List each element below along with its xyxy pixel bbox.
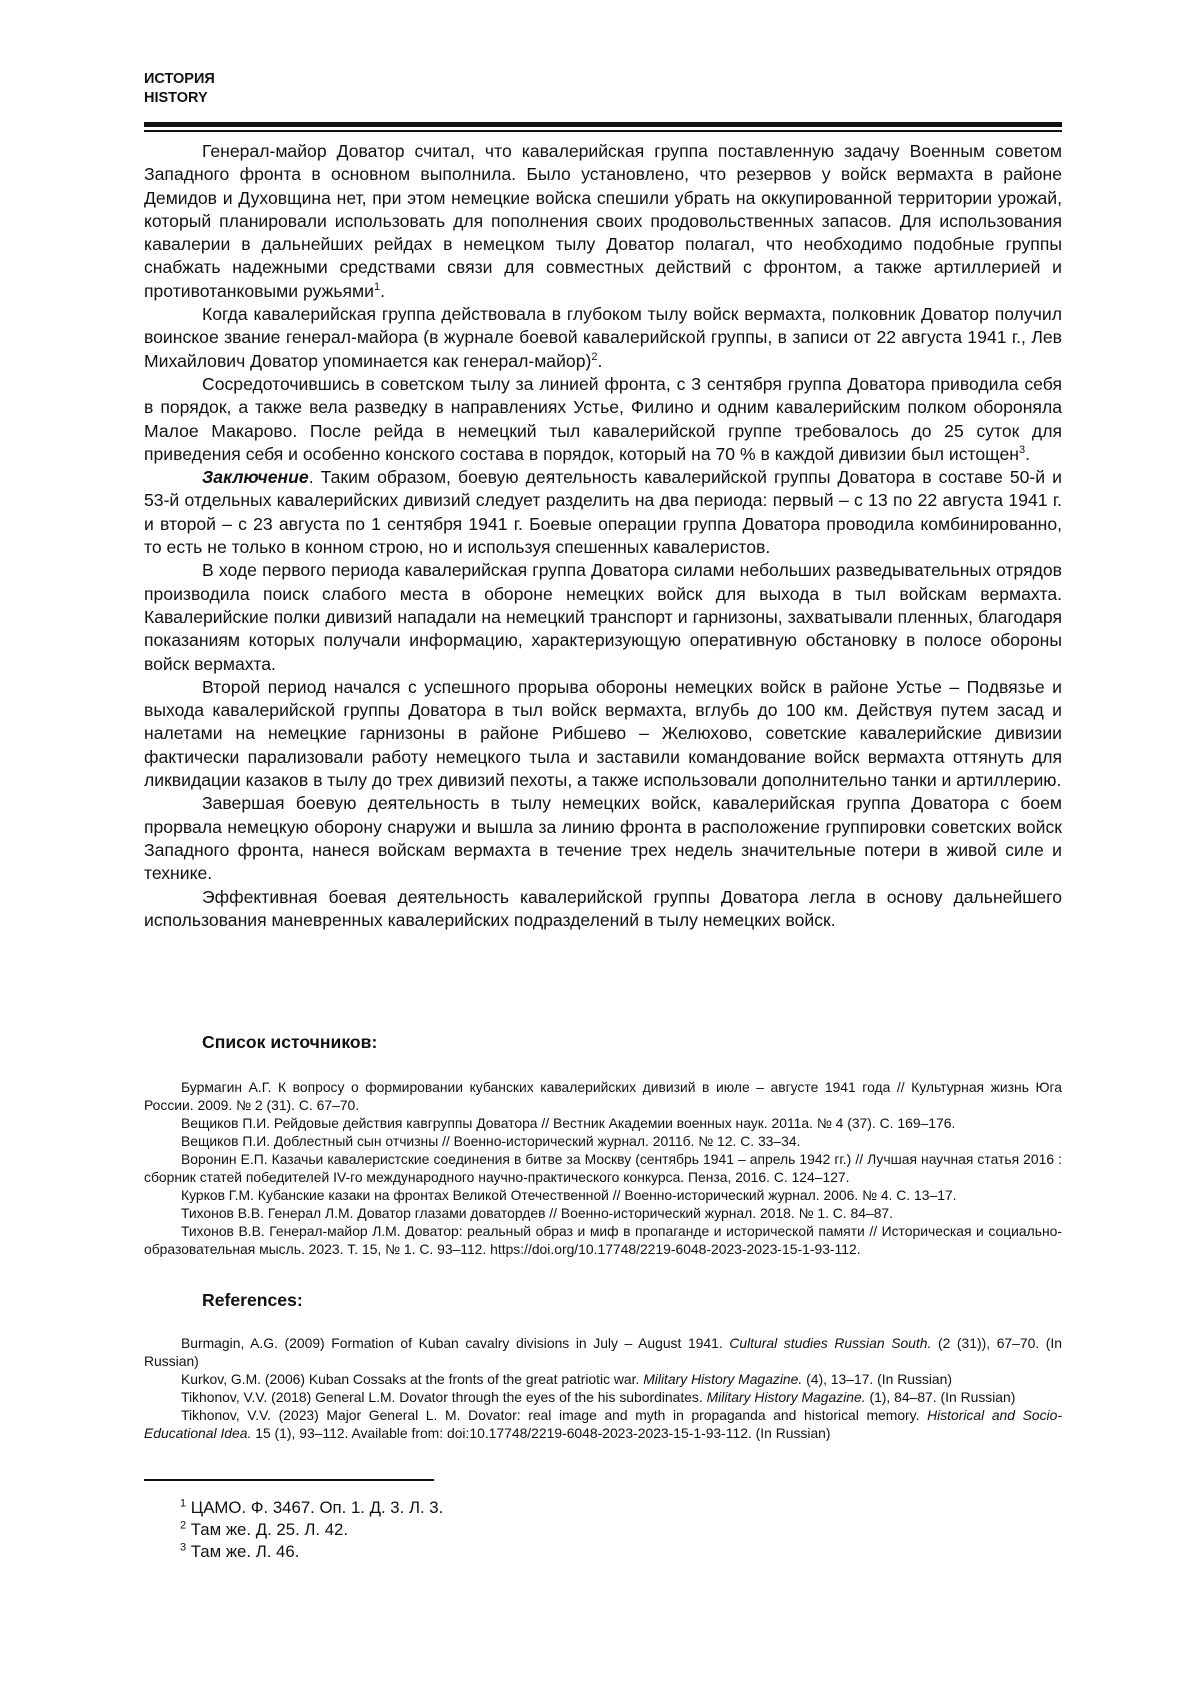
conclusion-paragraph: Заключение. Таким образом, боевую деятельность кавалерийской группы Доватора в составе 50-й и 53-й отдельных кавалерийских дивизий следует разделить на два периода: первый – с 13 по 22 августа 1941 г. и второй – с 23 августа по 1 сентября 1941 г. Боевые операции группа Доватора проводила комбинированно, то есть не только в конном строю, но и используя спешенных кавалеристов. [144,467,1062,558]
source-item: Вещиков П.И. Доблестный сын отчизны // Военно-исторический журнал. 2011б. № 12. С. 33–34. [181,1133,801,1149]
source-item: Воронин Е.П. Казачьи кавалеристские соединения в битве за Москву (сентябрь 1941 – апрель 1942 гг.) // Лучшая научная статья 2016 : сборник статей победителей IV-го международного научно-практического конкурса. Пенза, 2016. С. 124–127. [144,1151,1062,1185]
footnote: $^1$ ЦАМО. Ф. 3467. Оп. 1. Д. 3. Л. 3. [180,1497,444,1517]
source-item: Тихонов В.В. Генерал-майор Л.М. Доватор: реальный образ и миф в пропаганде и исторической памяти // Историческая и социально-образовательная мысль. 2023. Т. 15, № 1. С. 93–112. https://doi.org/10.17748/2219-6048-2023-2023-15-1-93-112. [144,1223,1062,1257]
body-paragraph: Завершая боевую деятельность в тылу немецких войск, кавалерийская группа Доватора с боем прорвала немецкую оборону снаружи и вышла за линию фронта в расположение группировки советских войск Западного фронта, нанеся войскам вермахта в течение трех недель значительные потери в живой силе и технике. [144,793,1062,884]
footnote-ref: 2 [591,350,598,363]
body-paragraph: Сосредоточившись в советском тылу за линией фронта, с 3 сентября группа Доватора приводила себя в порядок, а также вела разведку в направлениях Устье, Филино и одним кавалерийским полком обороняла Малое Макарово. После рейда в немецкий тыл кавалерийской группе требовалось до 25 суток для приведения себя и особенно конского состава в порядок, который на 70 % в каждой дивизии был истощен$^3$. [144,373,1062,464]
reference-item: Burmagin, A.G. (2009) Formation of Kuban cavalry divisions in July – August 1941. Cultural studies Russian South. (2 (31)), 67–70. (In Russian) [144,1335,1062,1369]
body-paragraph: Когда кавалерийская группа действовала в глубоком тылу войск вермахта, полковник Доватор получил воинское звание генерал-майора (в журнале боевой кавалерийской группы, в записи от 22 августа 1941 г., Лев Михайлович Доватор упоминается как генерал-майор)$^2$. [144,304,1062,371]
running-header [144,70,215,108]
header-rule-thick [144,122,1062,127]
article-body [144,140,1062,932]
sources-list [144,1078,1062,1258]
body-paragraph: Генерал-майор Доватор считал, что кавалерийская группа поставленную задачу Военным советом Западного фронта в основном выполнила. Было установлено, что резервов у войск вермахта в районе Демидов и Духовщина нет, при этом немецкие войска спешили убрать на оккупированной территории урожай, который планировали использовать для пополнения своих продовольственных запасов. Для использования кавалерии в дальнейших рейдах в немецком тылу Доватор полагал, что необходимо подобные группы снабжать надежными средствами связи для совместных действий с фронтом, а также артиллерией и противотанковыми ружьями$^1$. [144,141,1062,301]
references-title: References: [202,1290,303,1310]
source-item: Курков Г.М. Кубанские казаки на фронтах Великой Отечественной // Военно-исторический журнал. 2006. № 4. С. 13–17. [181,1187,957,1203]
footnote: $^3$ Там же. Л. 46. [180,1541,300,1561]
body-paragraph: В ходе первого периода кавалерийская группа Доватора силами небольших разведывательных отрядов производила поиск слабого места в обороне немецких войск для выхода в тыл войскам вермахта. Кавалерийские полки дивизий нападали на немецкий транспорт и гарнизоны, захватывали пленных, благодаря показаниям которых получали информацию, характеризующую оперативную обстановку в полосе обороны войск вермахта. [144,560,1062,674]
reference-item: Kurkov, G.M. (2006) Kuban Cossaks at the fronts of the great patriotic war. Military History Magazine. (4), 13–17. (In Russian) [181,1371,953,1387]
header-rule-thin [144,130,1062,132]
reference-item: Tikhonov, V.V. (2018) General L.M. Dovator through the eyes of the his subordinates. Military History Magazine. (1), 84–87. (In Russian) [181,1389,1016,1405]
source-item: Тихонов В.В. Генерал Л.М. Доватор глазами доватордев // Военно-исторический журнал. 2018. № 1. С. 84–87. [181,1205,894,1221]
header-section-en: HISTORY [144,90,208,106]
references-list [144,1334,1062,1442]
source-item: Вещиков П.И. Рейдовые действия кавгруппы Доватора // Вестник Академии военных наук. 2011а. № 4 (37). С. 169–176. [181,1115,956,1131]
sources-title: Список источников: [202,1032,378,1052]
footnote-separator [144,1479,434,1481]
footnote: $^2$ Там же. Д. 25. Л. 42. [180,1519,349,1539]
body-paragraph: Эффективная боевая деятельность кавалерийской группы Доватора легла в основу дальнейшего использования маневренных кавалерийских подразделений в тылу немецких войск. [144,886,1062,930]
body-paragraph: Второй период начался с успешного прорыва обороны немецких войск в районе Устье – Подвязье и выхода кавалерийской группы Доватора в тыл войск вермахта, вглубь до 100 км. Действуя путем засад и налетами на немецкие гарнизоны в районе Рибшево – Желюхово, советские кавалерийские дивизии фактически парализовали работу немецкого тыла и заставили командование войск вермахта оттянуть для ликвидации казаков в тылу до трех дивизий пехоты, а также использовали дополнительно танки и артиллерию. [144,676,1062,791]
reference-item: Tikhonov, V.V. (2023) Major General L. M. Dovator: real image and myth in propaganda and historical memory. Historical and Socio-Educational Idea. 15 (1), 93–112. Available from: doi:10.17748/2219-6048-2023-2023-15-1-93-112. (In Russian) [144,1407,1062,1441]
header-section-ru: ИСТОРИЯ [144,71,215,87]
footnotes [180,1497,443,1563]
footnote-ref: 1 [373,280,381,293]
source-item: Бурмагин А.Г. К вопросу о формировании кубанских кавалерийских дивизий в июле – августе 1941 года // Культурная жизнь Юга России. 2009. № 2 (31). С. 67–70. [144,1079,1062,1113]
conclusion-label: Заключение [202,467,309,488]
footnote-ref: 3 [1018,444,1026,456]
